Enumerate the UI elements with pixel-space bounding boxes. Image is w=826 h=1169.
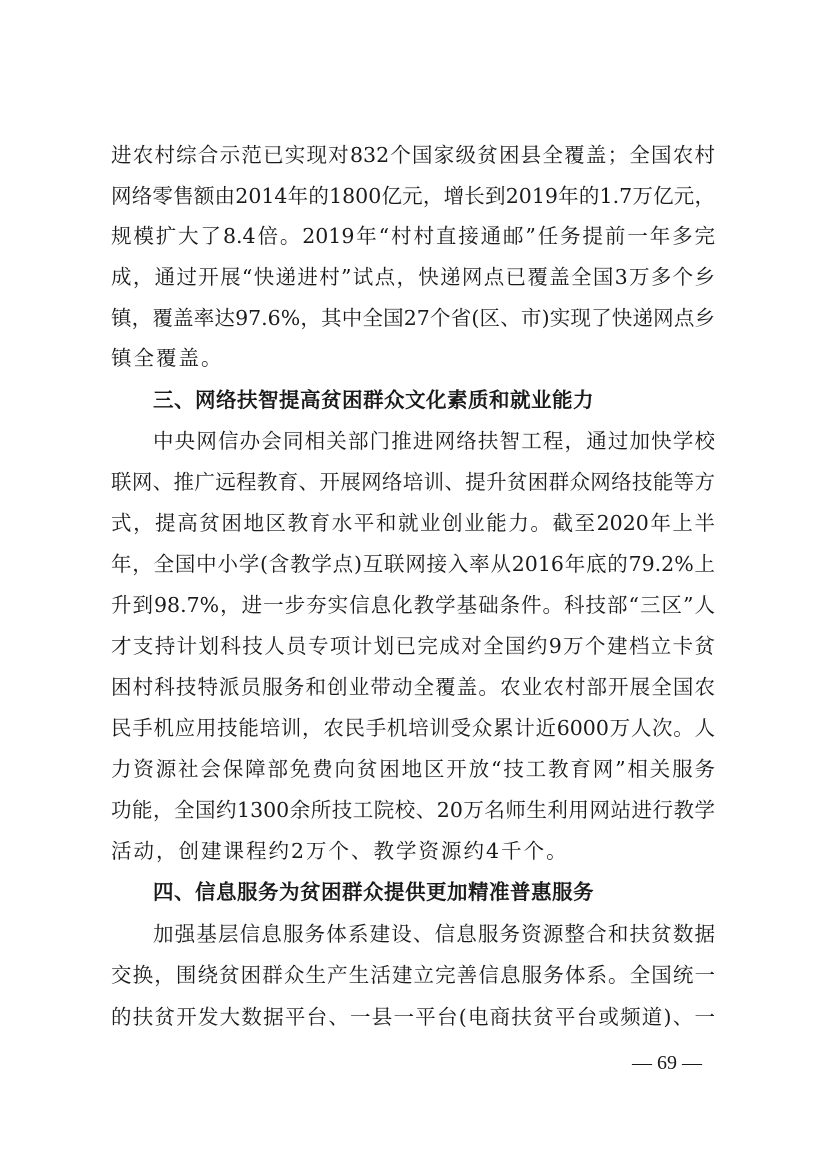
body-text-line: 网络零售额由2014年的1800亿元，增长到2019年的1.7万亿元，: [111, 184, 715, 208]
body-text-line: 活动，创建课程约2万个、教学资源约4千个。: [111, 839, 569, 863]
body-text-line: 升到98.7%，进一步夯实信息化教学基础条件。科技部“三区”人: [111, 593, 715, 617]
body-text-line: 成，通过开展“快递进村”试点，快递网点已覆盖全国3万多个乡: [111, 265, 715, 289]
body-text-line: 功能，全国约1300余所技工院校、20万名师生利用网站进行教学: [111, 798, 715, 822]
body-text-line: 的扶贫开发大数据平台、一县一平台(电商扶贫平台或频道)、一: [111, 1005, 715, 1029]
body-text-line: 进农村综合示范已实现对832个国家级贫困县全覆盖；全国农村: [111, 143, 715, 167]
body-text-line: 规模扩大了8.4倍。2019年“村村直接通邮”任务提前一年多完: [111, 224, 715, 248]
body-text-line: 年，全国中小学(含教学点)互联网接入率从2016年底的79.2%上: [111, 552, 715, 576]
body-text-line: 联网、推广远程教育、开展网络培训、提升贫困群众网络技能等方: [111, 470, 715, 494]
body-text-line: 困村科技特派员服务和创业带动全覆盖。农业农村部开展全国农: [111, 675, 715, 699]
body-text-line: 式，提高贫困地区教育水平和就业创业能力。截至2020年上半: [111, 511, 715, 535]
body-text-line: 镇全覆盖。: [111, 346, 224, 370]
body-text-line: 加强基层信息服务体系建设、信息服务资源整合和扶贫数据: [153, 922, 715, 946]
body-text-line: 镇，覆盖率达97.6%，其中全国27个省(区、市)实现了快递网点乡: [111, 306, 715, 330]
body-text-line: 民手机应用技能培训，农民手机培训受众累计近6000万人次。人: [111, 716, 715, 740]
page-number: — 69 —: [632, 1052, 702, 1074]
body-text-line: 才支持计划科技人员专项计划已完成对全国约9万个建档立卡贫: [111, 634, 715, 658]
body-text-line: 力资源社会保障部免费向贫困地区开放“技工教育网”相关服务: [111, 757, 715, 781]
body-text-line: 中央网信办会同相关部门推进网络扶智工程，通过加快学校: [153, 429, 715, 453]
section-heading: 四、信息服务为贫困群众提供更加精准普惠服务: [153, 880, 594, 904]
section-heading: 三、网络扶智提高贫困群众文化素质和就业能力: [153, 388, 594, 412]
body-text-line: 交换，围绕贫困群众生产生活建立完善信息服务体系。全国统一: [111, 963, 715, 987]
